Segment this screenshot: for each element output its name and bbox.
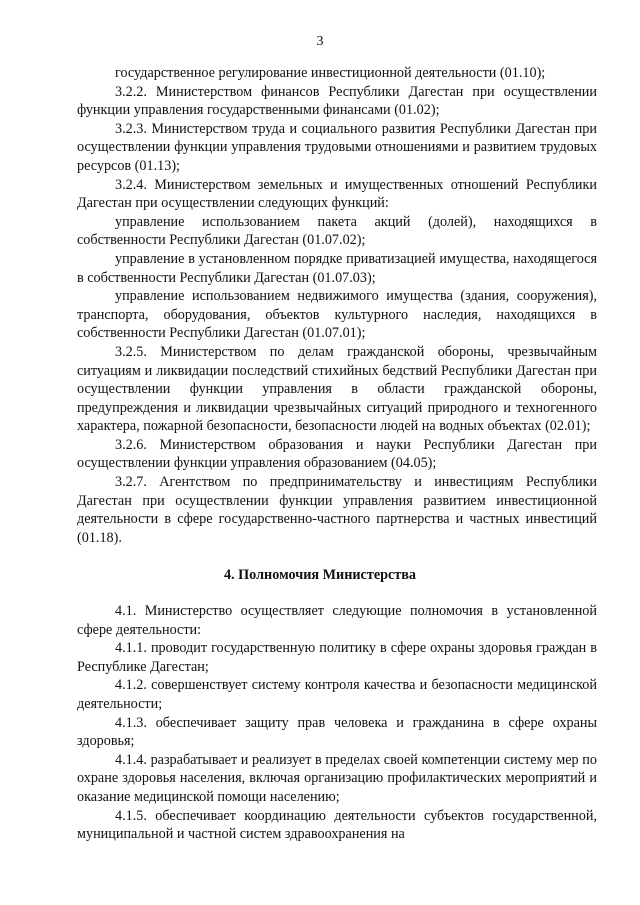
paragraph: 3.2.6. Министерством образования и науки Республики Дагестан при осуществлении функции управления образованием (04.05); bbox=[77, 436, 597, 472]
paragraph: 3.2.7. Агентством по предпринимательству и инвестициям Республики Дагестан при осуществлении функции управления развитием инвестиционной деятельности в сфере государственно-частного партнерства и частных инвестиций (01.18). bbox=[77, 474, 597, 546]
section-heading: 4. Полномочия Министерства bbox=[223, 567, 417, 583]
paragraph: 3.2.5. Министерством по делам гражданской обороны, чрезвычайным ситуациям и ликвидации последствий стихийных бедствий Республики Дагестан при осуществлении функции управления в области гражданской обороны, предупреждения и ликвидации чрезвычайных ситуаций природного и техногенного характера, пожарной безопасности, безопасности людей на водных объектах (02.01); bbox=[77, 343, 597, 435]
paragraph: 3.2.3. Министерством труда и социального развития Республики Дагестан при осуществлении функции управления трудовыми отношениями и развитием трудовых ресурсов (01.13); bbox=[77, 120, 597, 174]
page-number: 3 bbox=[316, 34, 324, 49]
paragraph: управление использованием недвижимого имущества (здания, сооружения), транспорта, оборудования, объектов культурного наследия, находящихся в собственности Республики Дагестан (01.07.01); bbox=[77, 288, 597, 342]
paragraph: 4.1.3. обеспечивает защиту прав человека и гражданина в сфере охраны здоровья; bbox=[77, 714, 597, 750]
section-4-text bbox=[77, 602, 597, 844]
paragraph: 4.1.1. проводит государственную политику в сфере охраны здоровья граждан в Республике Дагестан; bbox=[77, 640, 597, 675]
paragraph: 4.1.4. разрабатывает и реализует в пределах своей компетенции систему мер по охране здоровья населения, включая организацию профилактических мероприятий и оказание медицинской помощи населению; bbox=[77, 751, 597, 805]
paragraph: 4.1.2. совершенствует систему контроля качества и безопасности медицинской деятельности; bbox=[77, 677, 597, 712]
section-3-text bbox=[77, 64, 597, 547]
paragraph: 4.1.5. обеспечивает координацию деятельности субъектов государственной, муниципальной и частной систем здравоохранения на bbox=[77, 807, 597, 843]
paragraph: государственное регулирование инвестиционной деятельности (01.10); bbox=[115, 65, 546, 81]
paragraph: 4.1. Министерство осуществляет следующие полномочия в установленной сфере деятельности: bbox=[77, 603, 597, 638]
paragraph: 3.2.2. Министерством финансов Республики Дагестан при осуществлении функции управления государственными финансами (01.02); bbox=[77, 83, 597, 119]
paragraph: управление использованием пакета акций (долей), находящихся в собственности Республики Дагестан (01.07.02); bbox=[77, 213, 597, 249]
paragraph: управление в установленном порядке приватизацией имущества, находящегося в собственности Республики Дагестан (01.07.03); bbox=[77, 250, 597, 286]
paragraph: 3.2.4. Министерством земельных и имущественных отношений Республики Дагестан при осуществлении следующих функций: bbox=[77, 176, 597, 212]
